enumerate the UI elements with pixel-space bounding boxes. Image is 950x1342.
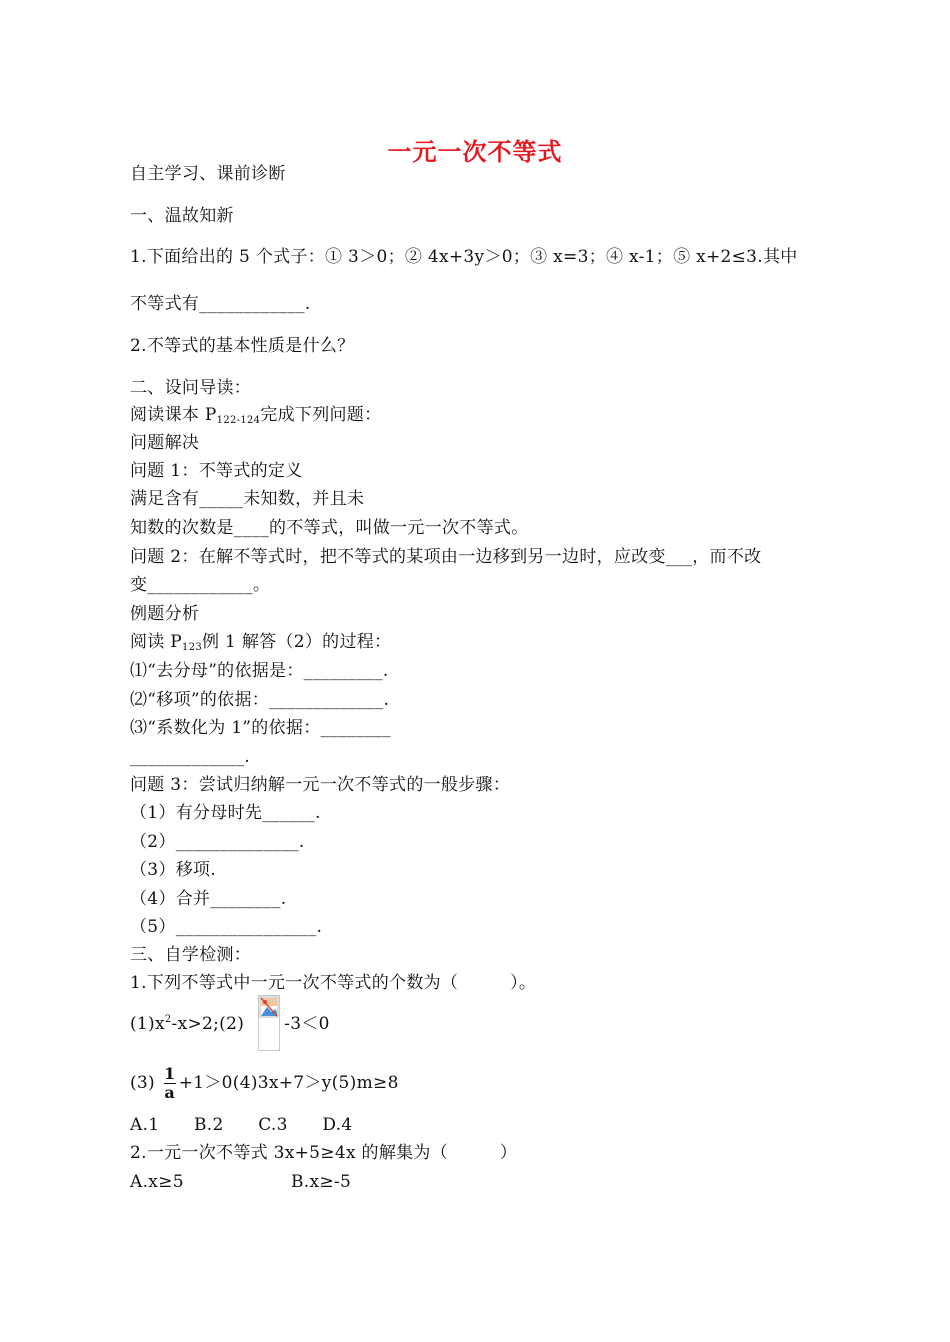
q2-line1: 问题 2：在解不等式时，把不等式的某项由一边移到另一边时，应改变___，而不改 — [130, 547, 762, 567]
step-1: （1）有分母时先______. — [130, 803, 321, 823]
problem-solve: 问题解决 — [130, 433, 200, 453]
part1-q1-line2: 不等式有____________. — [130, 294, 311, 314]
step-4: （4）合并________. — [130, 889, 287, 909]
example-item-3-cont: _____________. — [130, 747, 251, 767]
item-b-text2: +1＞0(4)3x+7＞y(5)m≥8 — [178, 1073, 399, 1093]
section-intro: 自主学习、课前诊断 — [130, 164, 286, 184]
ex-prefix: 阅读 P — [130, 632, 183, 652]
part3-q2-option-a: A.x≥5 — [130, 1172, 184, 1192]
example-item-2: ⑵“移项”的依据：_____________. — [130, 690, 390, 710]
part2-read-line — [130, 404, 381, 429]
step-5: （5）________________. — [130, 917, 323, 937]
example-item-3: ⑶“系数化为 1”的依据：________ — [130, 718, 391, 738]
part3-q2-option-b: B.x≥-5 — [291, 1172, 352, 1192]
step-3: （3）移项. — [130, 860, 217, 880]
part3-q2: 2.一元一次不等式 3x+5≥4x 的解集为（ ） — [130, 1143, 518, 1163]
q3-title: 问题 3：尝试归纳解一元一次不等式的一般步骤： — [130, 775, 511, 795]
q1-line1: 满足含有_____未知数，并且未 — [130, 489, 365, 509]
read-prefix: 阅读课本 P — [130, 405, 217, 425]
part3-heading: 三、自学检测： — [130, 945, 252, 965]
part3-q1: 1.下列不等式中一元一次不等式的个数为（ ）。 — [130, 973, 537, 993]
ex-page: 123 — [182, 642, 203, 653]
example-read-line — [130, 631, 391, 656]
read-suffix: 完成下列问题： — [260, 405, 382, 425]
q1-line2: 知数的次数是____的不等式，叫做一元一次不等式。 — [130, 518, 529, 538]
part2-heading: 二、设问导读： — [130, 378, 252, 398]
example-heading: 例题分析 — [130, 604, 200, 624]
part3-items-line-b — [130, 1066, 399, 1101]
frac-numerator: 1 — [163, 1064, 176, 1083]
part1-q1-line1: 1.下面给出的 5 个式子：① 3＞0；② 4x+3y＞0；③ x=3；④ x-1；⑤ x+2≤3.其中 — [130, 247, 798, 267]
part1-q2: 2.不等式的基本性质是什么？ — [130, 336, 355, 356]
step-2: （2）______________. — [130, 832, 305, 852]
part1-heading: 一、温故知新 — [130, 206, 234, 226]
item-a-text3: -3＜0 — [284, 1014, 330, 1034]
part3-q1-options: A.1 B.2 C.3 D.4 — [130, 1115, 353, 1135]
item-a-sup: 2 — [164, 1014, 172, 1025]
example-item-1: ⑴“去分母”的依据是：_________. — [130, 661, 389, 681]
q2-line2: 变____________。 — [130, 575, 271, 595]
item-a-text2: -x>2;(2) — [171, 1014, 245, 1034]
ex-suffix: 例 1 解答（2）的过程： — [202, 632, 392, 652]
item-b-text1: (3) — [130, 1073, 155, 1093]
part3-items-line-a — [130, 1013, 330, 1038]
q1-title: 问题 1：不等式的定义 — [130, 461, 303, 481]
frac-denominator: a — [164, 1083, 176, 1102]
page-title: 一元一次不等式 — [387, 137, 563, 166]
broken-image-icon — [258, 995, 280, 1051]
fraction-1-over-a — [164, 1066, 176, 1101]
read-pages: 122-124 — [216, 415, 261, 426]
item-a-text1: (1)x — [130, 1014, 165, 1034]
